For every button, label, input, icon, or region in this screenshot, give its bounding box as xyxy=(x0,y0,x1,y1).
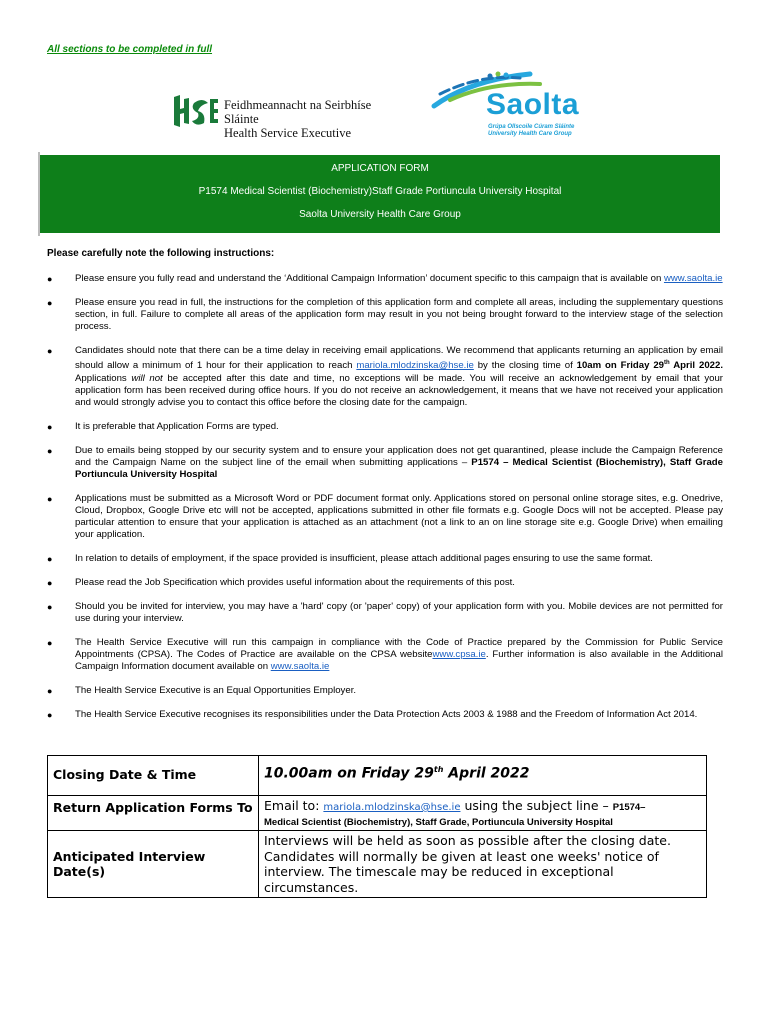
saolta-logo xyxy=(430,70,620,140)
list-item: ● The Health Service Executive recognises its responsibilities under the Data Protection Acts 2003 & 1988 and the Freedom of Information Act 2014. xyxy=(47,708,698,720)
return-label: Return Application Forms To xyxy=(48,796,259,831)
saolta-subtitle: Grúpa Ollscoile Cúram Sláinte University Health Care Group xyxy=(488,124,575,137)
info-table xyxy=(47,755,707,898)
table-row xyxy=(48,756,707,796)
hse-logo xyxy=(172,93,402,140)
list-item: ● The Health Service Executive is an Equal Opportunities Employer. xyxy=(47,685,357,696)
list-item: ● Please ensure you fully read and understand the ‘Additional Campaign Information’ document specific to this campaign that is available on www.saolta.ie xyxy=(47,273,723,284)
list-item: ● It is preferable that Application Forms are typed. xyxy=(47,420,279,432)
list-item: ● Please read the Job Specification which provides useful information about the requirements of this post. xyxy=(47,577,515,588)
hse-emblem-icon xyxy=(172,93,220,129)
return-email-link[interactable]: mariola.mlodzinska@hse.ie xyxy=(323,802,461,813)
banner-title: APPLICATION FORM xyxy=(331,163,429,174)
list-item: ● Applications must be submitted as a Microsoft Word or PDF document format only. Applications stored on personal online storage sites, e.g. Onedrive, Cloud, Dropbox, Google Drive etc will not be accepted, applications submitted in other file formats e.g. Google Docs will not be accepted. Please pay particular attention to ensure that your application is attached as an attachment (not a link to an on line storage site e.g. Google Drive) when emailing your application. xyxy=(47,492,723,541)
saolta-link[interactable]: www.saolta.ie xyxy=(663,273,723,284)
cpsa-link[interactable]: www.cpsa.ie xyxy=(432,649,486,660)
list-item: ● In relation to details of employment, if the space provided is insufficient, please attach additional pages ensuring to use the same format. xyxy=(47,553,653,565)
list-item: ● Should you be invited for interview, you may have a 'hard' copy (or 'paper' copy) of your application form with you. Mobile devices are not permitted for use during your interview. xyxy=(47,600,723,624)
closing-label: Closing Date & Time xyxy=(48,756,259,796)
list-item: ● Due to emails being stopped by our security system and to ensure your application does not get quarantined, please include the Campaign Reference and the Campaign Name on the subject line of the email when submitting applications – P1574 – Medical Scientist (Biochemistry), Staff Grade Portiuncula University Hospital xyxy=(47,444,723,480)
hse-english-name: Health Service Executive xyxy=(224,126,352,140)
closing-value: 10.00am on Friday 29th April 2022 xyxy=(259,756,707,796)
instructions-title: Please carefully note the following instructions: xyxy=(47,248,275,259)
list-item: ● Please ensure you read in full, the instructions for the completion of this application form and complete all areas, including the supplementary questions section, in full. Failure to complete all areas of the application form may result in you not being brought forward to the interview stage of the selection process. xyxy=(47,296,723,333)
list-item: ● The Health Service Executive will run this campaign in compliance with the Code of Practice prepared by the Commission for Public Service Appointments (CPSA). The Codes of Practice are available on the CPSA websitewww.cpsa.ie. Further information is also available in the Additional Campaign Information document available on www.saolta.ie xyxy=(47,636,723,673)
banner-post-title: P1574 Medical Scientist (Biochemistry)Staff Grade Portiuncula University Hospital xyxy=(198,186,562,197)
saolta-wordmark: Saolta xyxy=(486,88,580,121)
table-row xyxy=(48,796,707,831)
saolta-link[interactable]: www.saolta.ie xyxy=(270,661,330,673)
application-banner xyxy=(40,155,720,233)
hse-irish-name: Feidhmeannacht na Seirbhíse Sláinte xyxy=(224,98,372,126)
hse-logo-text xyxy=(224,98,402,140)
banner-group: Saolta University Health Care Group xyxy=(299,209,461,220)
top-note: All sections to be completed in full xyxy=(47,44,213,55)
table-row xyxy=(48,831,707,898)
instructions-list xyxy=(47,273,723,733)
interview-value: Interviews will be held as soon as possible after the closing date. Candidates will normally be given at least one weeks' notice of interview. The timescale may be reduced in exceptional circumstances. xyxy=(259,831,707,898)
return-value: Email to: mariola.mlodzinska@hse.ie using the subject line – P1574– Medical Scientist (Biochemistry), Staff Grade, Portiuncula University Hospital xyxy=(259,796,707,831)
email-link[interactable]: mariola.mlodzinska@hse.ie xyxy=(356,360,474,372)
list-item: ● Candidates should note that there can be a time delay in receiving email applications. We recommend that applicants returning an application by email should allow a minimum of 1 hour for their application to reach mariola.mlodzinska@hse.ie by the closing time of 10am on Friday 29th April 2022. Applications will not be accepted after this date and time, no exceptions will be made. You will receive an acknowledgement by email that your application form has been received during office hours. If you do not receive an acknowledgement, it means that we have not received your application and would strongly advise you to contact this office before the closing date for the campaign. xyxy=(47,345,723,408)
interview-label: Anticipated Interview Date(s) xyxy=(48,831,259,898)
